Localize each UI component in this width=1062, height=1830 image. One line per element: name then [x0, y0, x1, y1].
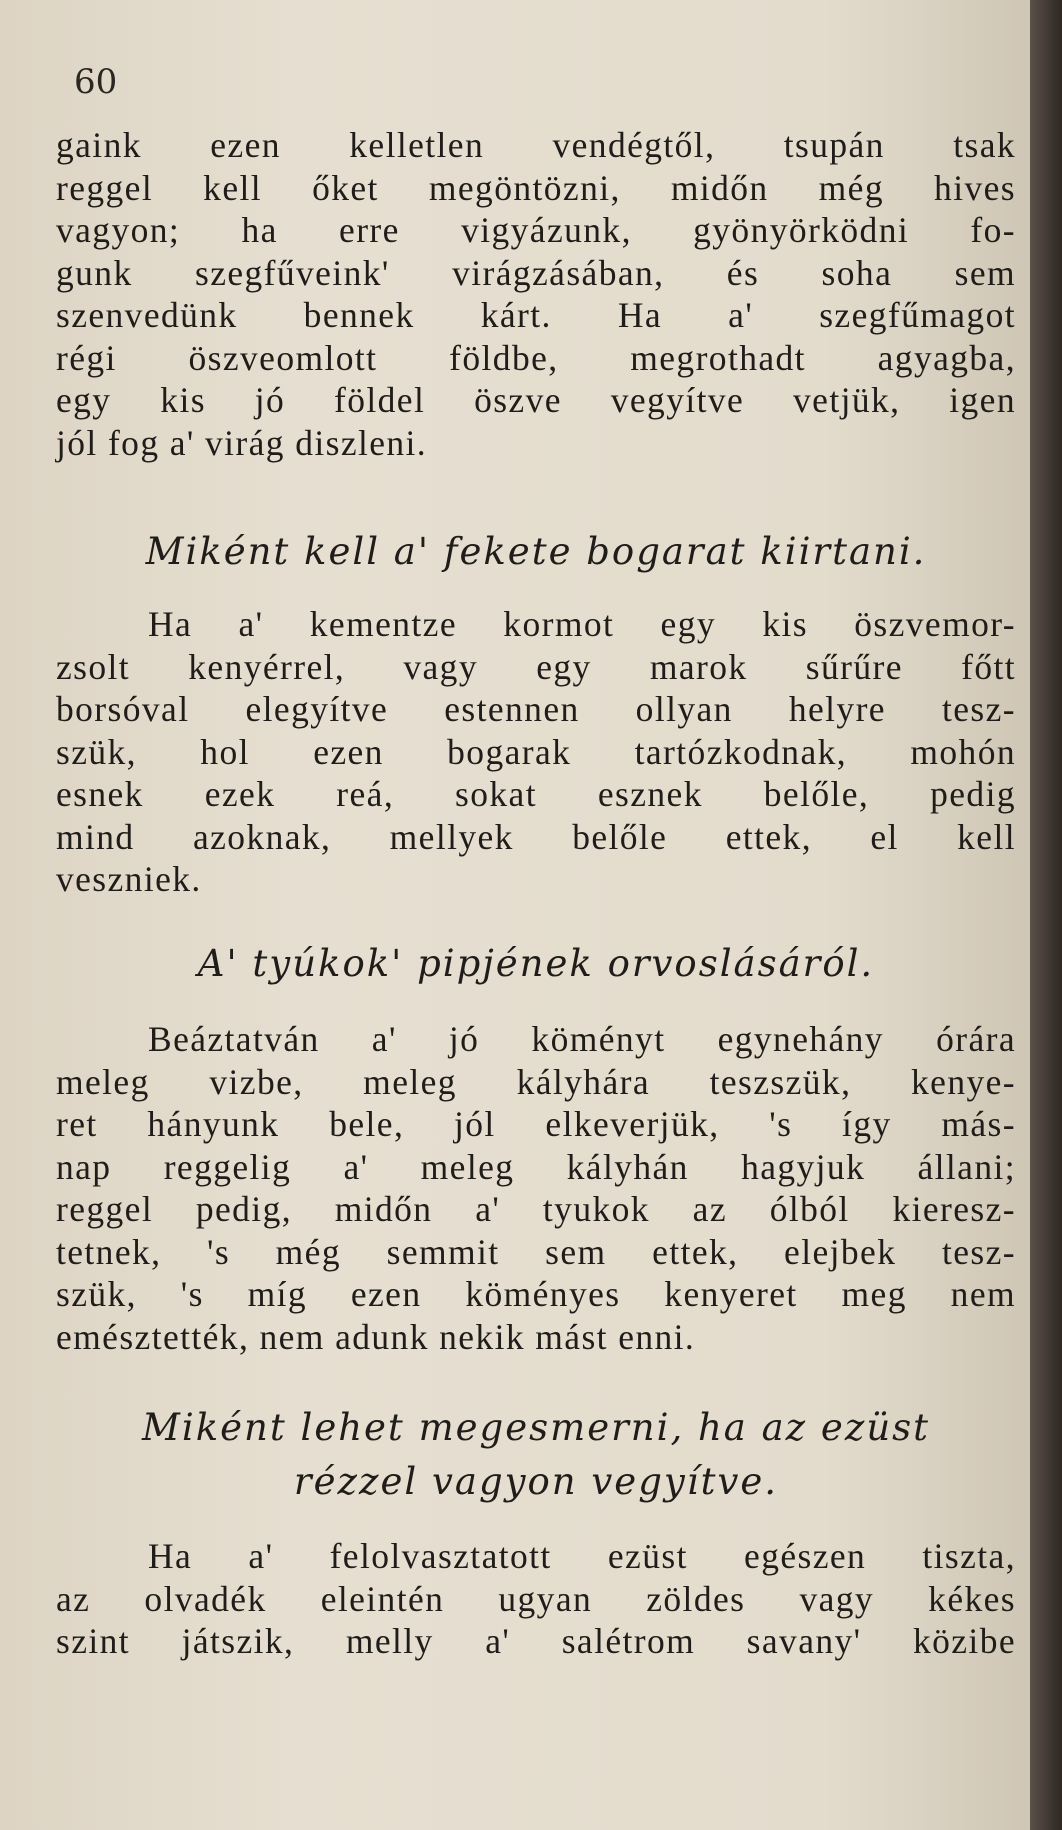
text-line: reggel pedig, midőn a' tyukok az ólból kieresz-: [56, 1189, 1016, 1229]
text-line: nap reggelig a' meleg kályhán hagyjuk állani;: [56, 1146, 1016, 1187]
paragraph-silver-test: [56, 1535, 1016, 1663]
page-number: 60: [74, 62, 118, 102]
text-line: Ha a' felolvasztatott ezüst egészen tiszta,: [148, 1536, 1016, 1576]
paragraph-hen-pip: [56, 1018, 1016, 1358]
text-line: az olvadék eleintén ugyan zöldes vagy kékes: [56, 1578, 1016, 1619]
text-line: zsolt kenyérrel, vagy egy marok sűrűre főtt: [56, 646, 1016, 687]
text-line: tetnek, 's még semmit sem ettek, elejbek tesz-: [56, 1231, 1016, 1272]
text-line: reggel kell őket megöntözni, midőn még hives: [56, 167, 1016, 208]
text-line: jól fog a' virág diszleni.: [56, 422, 428, 463]
text-line: egy kis jó földel öszve vegyítve vetjük, igen: [56, 380, 1016, 420]
section-heading: Miként lehet megesmerni, ha az ezüst: [141, 1406, 931, 1449]
text-line: mind azoknak, mellyek belőle ettek, el kell: [56, 816, 1016, 857]
text-line: Ha a' kementze kormot egy kis öszvemor-: [148, 604, 1016, 644]
text-line: szint játszik, melly a' salétrom savany' közibe: [56, 1621, 1016, 1661]
text-line: gunk szegfűveink' virágzásában, és soha sem: [56, 252, 1016, 293]
text-line: meleg vizbe, meleg kályhára teszszük, kenye-: [56, 1061, 1016, 1102]
text-line: szük, hol ezen bogarak tartózkodnak, mohón: [56, 731, 1016, 772]
text-line: veszniek.: [56, 859, 202, 899]
text-line: Beáztatván a' jó köményt egynehány órára: [148, 1019, 1016, 1059]
section-heading: A' tyúkok' pipjének orvoslásáról.: [197, 942, 875, 985]
text-line: borsóval elegyítve estennen ollyan helyre tesz-: [56, 689, 1016, 729]
text-line: gaink ezen kelletlen vendégtől, tsupán tsak: [56, 125, 1016, 165]
paragraph-black-beetle: [56, 603, 1016, 901]
text-line: szük, 's míg ezen köményes kenyeret meg nem: [56, 1274, 1016, 1314]
text-line: esnek ezek reá, sokat esznek belőle, pedig: [56, 774, 1016, 814]
section-heading-second-line: rézzel vagyon vegyítve.: [293, 1460, 779, 1503]
text-line: szenvedünk bennek kárt. Ha a' szegfűmagot: [56, 295, 1016, 335]
text-line: ret hányunk bele, jól elkeverjük, 's így más-: [56, 1104, 1016, 1144]
paragraph-continuation: [56, 124, 1016, 464]
book-spine-edge: [1030, 0, 1062, 1830]
text-line: emésztették, nem adunk nekik mást enni.: [56, 1316, 696, 1357]
text-line: vagyon; ha erre vigyázunk, gyönyörködni fo-: [56, 210, 1016, 250]
text-line: régi öszveomlott földbe, megrothadt agyagba,: [56, 337, 1016, 378]
section-heading: Miként kell a' fekete bogarat kiirtani.: [145, 530, 927, 573]
